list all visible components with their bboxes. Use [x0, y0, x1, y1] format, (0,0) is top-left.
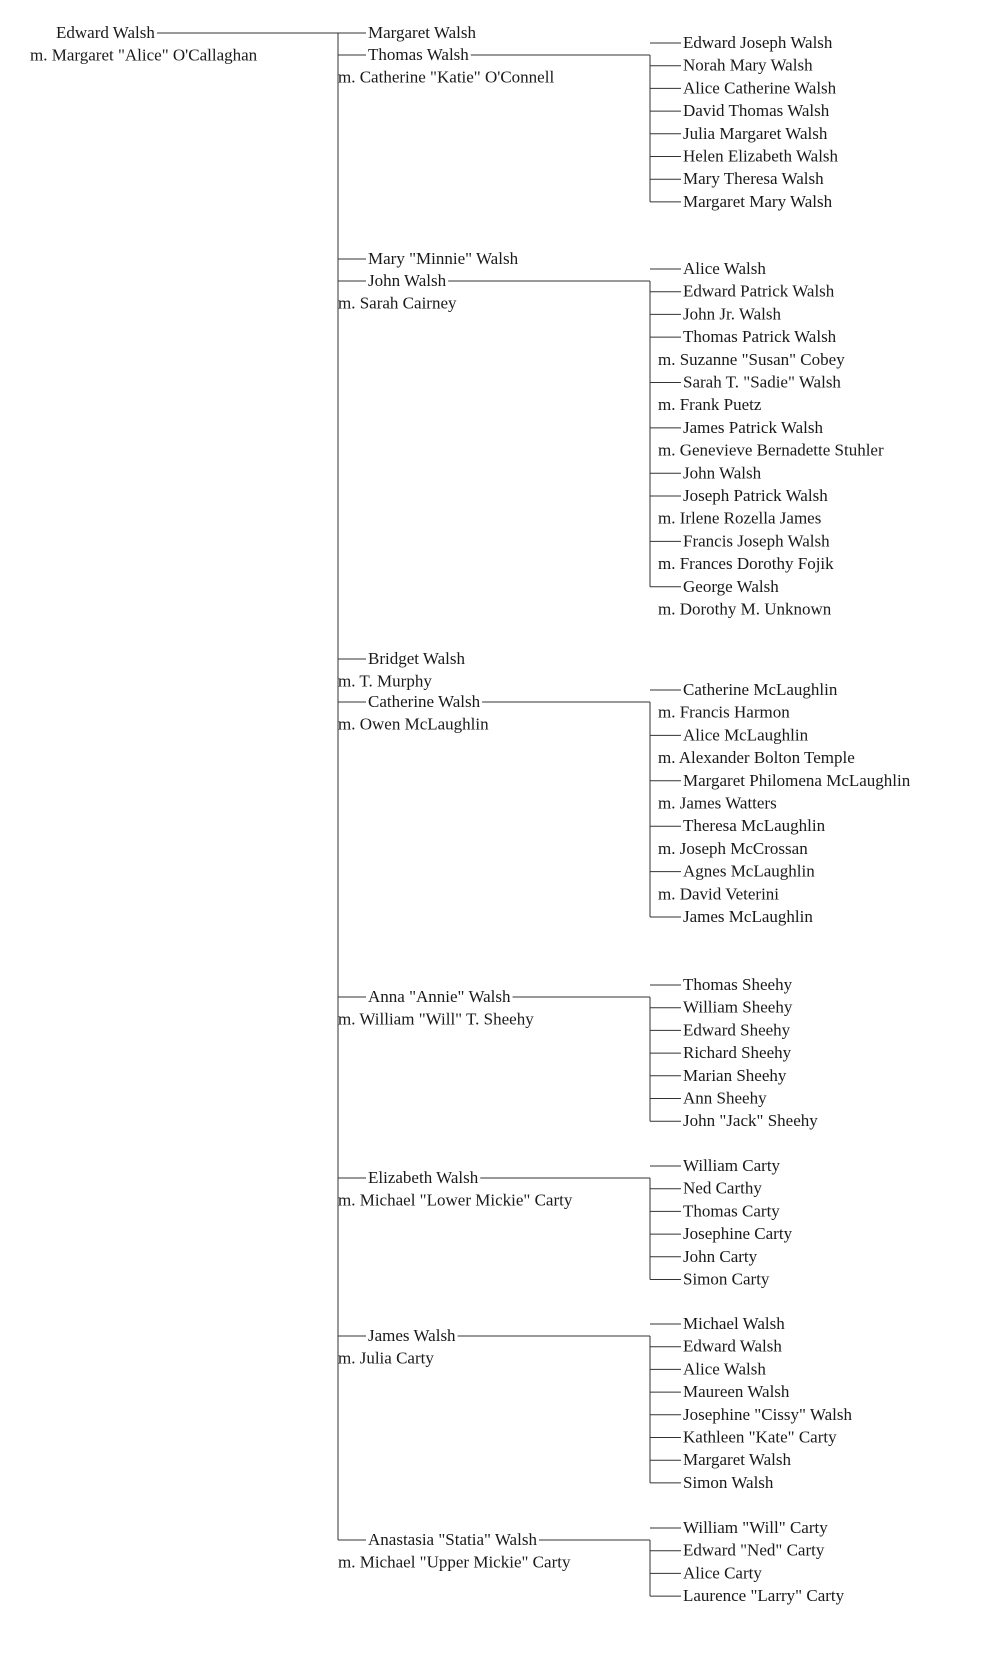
child-branch: [338, 249, 519, 268]
grandchild-spouse: m. Dorothy M. Unknown: [658, 599, 832, 619]
child-branch: [338, 680, 911, 926]
grandchild-name: David Thomas Walsh: [683, 101, 830, 121]
grandchild-name: Norah Mary Walsh: [683, 55, 813, 75]
grandchild-name: Simon Carty: [683, 1269, 770, 1289]
grandchild-spouse: m. Genevieve Bernadette Stuhler: [658, 440, 884, 460]
grandchild-name: Margaret Philomena McLaughlin: [683, 770, 911, 790]
grandchild-name: James McLaughlin: [683, 907, 813, 926]
grandchild-name: Alice Walsh: [683, 1359, 766, 1379]
grandchild-name: George Walsh: [683, 576, 779, 596]
child-branch: [338, 1314, 852, 1492]
grandchild-name: William Carty: [683, 1156, 781, 1175]
grandchild-spouse: m. Irlene Rozella James: [658, 508, 822, 528]
child-name: Bridget Walsh: [368, 649, 466, 668]
child-name: Mary "Minnie" Walsh: [368, 249, 519, 268]
grandchild-name: Richard Sheehy: [683, 1043, 792, 1063]
grandchild-name: Josephine "Cissy" Walsh: [683, 1404, 852, 1424]
grandchild-spouse: m. Alexander Bolton Temple: [658, 748, 855, 768]
child-spouse: m. Michael "Upper Mickie" Carty: [338, 1552, 571, 1572]
grandchild-name: Alice McLaughlin: [683, 725, 809, 745]
child-branch: [338, 23, 477, 42]
grandchild-name: Ned Carthy: [683, 1178, 762, 1198]
root-person: [30, 23, 338, 65]
grandchild-name: John Walsh: [683, 463, 762, 483]
grandchild-name: Maureen Walsh: [683, 1382, 790, 1402]
grandchild-name: John "Jack" Sheehy: [683, 1111, 818, 1131]
grandchild-name: Marian Sheehy: [683, 1065, 787, 1085]
grandchild-name: James Patrick Walsh: [683, 417, 823, 437]
grandchild-name: Francis Joseph Walsh: [683, 531, 830, 551]
grandchild-spouse: m. Francis Harmon: [658, 702, 790, 722]
grandchild-spouse: m. Frank Puetz: [658, 395, 762, 415]
child-name: Elizabeth Walsh: [368, 1168, 479, 1187]
grandchild-name: William Sheehy: [683, 997, 793, 1017]
root-name: Edward Walsh: [56, 23, 155, 42]
grandchild-name: Thomas Carty: [683, 1201, 780, 1221]
grandchild-name: Alice Walsh: [683, 259, 766, 278]
grandchild-name: Edward Sheehy: [683, 1020, 791, 1040]
child-branch: [338, 1156, 793, 1289]
child-branch: [338, 975, 818, 1130]
grandchild-name: William "Will" Carty: [683, 1518, 828, 1537]
grandchild-name: Simon Walsh: [683, 1472, 774, 1492]
child-branch: [338, 649, 466, 691]
grandchild-spouse: m. James Watters: [658, 793, 777, 813]
child-spouse: m. Julia Carty: [338, 1348, 434, 1368]
grandchild-name: John Carty: [683, 1246, 758, 1266]
child-name: John Walsh: [368, 271, 447, 290]
grandchild-name: Margaret Mary Walsh: [683, 191, 833, 211]
child-name: Anastasia "Statia" Walsh: [368, 1530, 537, 1549]
grandchild-spouse: m. David Veterini: [658, 884, 780, 904]
child-branch: [338, 1518, 845, 1605]
grandchild-spouse: m. Suzanne "Susan" Cobey: [658, 349, 845, 369]
grandchild-name: Edward Walsh: [683, 1336, 782, 1356]
child-name: Anna "Annie" Walsh: [368, 987, 511, 1006]
grandchild-name: Laurence "Larry" Carty: [683, 1586, 845, 1606]
child-spouse: m. Catherine "Katie" O'Connell: [338, 67, 555, 87]
grandchild-name: Kathleen "Kate" Carty: [683, 1427, 837, 1447]
grandchild-spouse: m. Frances Dorothy Fojik: [658, 554, 834, 574]
child-spouse: m. Michael "Lower Mickie" Carty: [338, 1190, 573, 1210]
grandchild-name: Joseph Patrick Walsh: [683, 486, 828, 505]
grandchild-name: Edward "Ned" Carty: [683, 1540, 825, 1560]
grandchild-name: Michael Walsh: [683, 1314, 785, 1333]
grandchild-name: Josephine Carty: [683, 1224, 793, 1244]
grandchild-name: Theresa McLaughlin: [683, 816, 826, 836]
child-name: Thomas Walsh: [368, 45, 469, 64]
grandchild-name: Thomas Patrick Walsh: [683, 327, 837, 347]
grandchild-spouse: m. Joseph McCrossan: [658, 838, 808, 858]
child-branch: [338, 33, 839, 211]
grandchild-name: Agnes McLaughlin: [683, 861, 815, 881]
grandchild-name: Julia Margaret Walsh: [683, 123, 828, 143]
child-spouse: m. Owen McLaughlin: [338, 714, 489, 734]
grandchild-name: Alice Carty: [683, 1563, 762, 1583]
grandchild-name: Mary Theresa Walsh: [683, 169, 824, 189]
grandchild-name: Edward Patrick Walsh: [683, 281, 835, 301]
grandchild-name: Ann Sheehy: [683, 1088, 767, 1108]
child-spouse: m. T. Murphy: [338, 671, 432, 691]
grandchild-name: Alice Catherine Walsh: [683, 78, 837, 98]
child-spouse: m. Sarah Cairney: [338, 293, 457, 313]
grandchild-name: Helen Elizabeth Walsh: [683, 146, 839, 166]
grandchild-name: Catherine McLaughlin: [683, 680, 838, 699]
child-name: Margaret Walsh: [368, 23, 477, 42]
child-spouse: m. William "Will" T. Sheehy: [338, 1009, 534, 1029]
child-branch: [338, 259, 884, 619]
grandchild-name: Thomas Sheehy: [683, 975, 793, 994]
root-spouse: m. Margaret "Alice" O'Callaghan: [30, 45, 258, 65]
child-name: Catherine Walsh: [368, 692, 481, 711]
grandchild-name: Sarah T. "Sadie" Walsh: [683, 372, 841, 392]
grandchild-name: John Jr. Walsh: [683, 304, 781, 324]
grandchild-name: Margaret Walsh: [683, 1450, 792, 1470]
child-name: James Walsh: [368, 1326, 456, 1345]
grandchild-name: Edward Joseph Walsh: [683, 33, 833, 52]
